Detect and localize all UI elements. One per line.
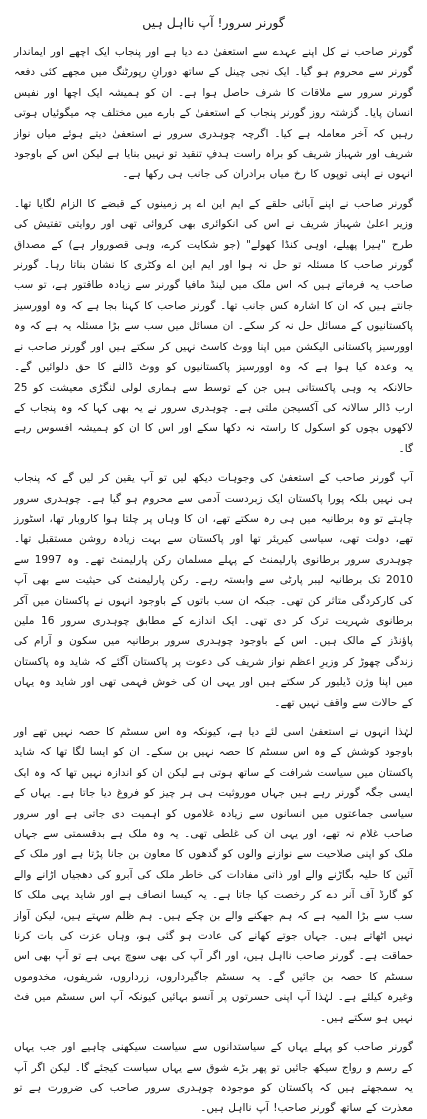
- article-paragraph-3: آپ گورنر صاحب کے استعفیٰ کی وجوہات دیکھ لیں تو آپ یقین کر لیں گے کہ پنجاب ہی نہیں بلکہ پورا پاکستان ایک زبردست آدمی سے محروم ہو گیا ہے۔ چوہدری سرور چاہتے تو وہ برطانیہ میں ہی رہ سکتے تھے، ان کا وہاں پر چلتا ہوا کاروبار تھا، اسٹورز تھے، دولت تھی، سیاسی کیریئر تھا اور پاکستان سے بہت زیادہ روشن مستقبل تھا۔ چوہدری سرور برطانوی پارلیمنٹ کے پہلے مسلمان رکن پارلیمنٹ تھے۔ وہ 1997 سے 2010 تک برطانیہ لیبر پارٹی سے وابستہ رہے۔ رکن پارلیمنٹ کی حیثیت سے بھی آپ کی کارکردگی متاثر کن تھی۔ جبکہ ان سب باتوں کے باوجود انہوں نے پاکستان میں آکر برطانوی شہریت ترک کر دی تھی۔ ایک اندازے کے مطابق چوہدری سرور 16 ملین پاؤنڈز کے مالک ہیں۔ اس کے باوجود چوہدری سرور برطانیہ میں سکون و آرام کی زندگی چھوڑ کر وزیرِ اعظم نواز شریف کی دعوت پر پاکستان آگئے کہ شاید وہ پاکستان میں اپنا وژن ڈیلیور کر سکتے ہیں اور یہی ان کی خوش فہمی تھی اور شاید وہ یہاں کے حالات سے واقف نہیں تھے۔: [14, 472, 414, 709]
- article-paragraph-4: لہٰذا انہوں نے استعفیٰ اسی لئے دیا ہے، کیونکہ وہ اس سسٹم کا حصہ نہیں تھے اور باوجود کوشش کے وہ اس سسٹم کا حصہ نہیں بن سکے۔ ان کو ایسا لگا تھا کہ شاید پاکستان میں سیاست شرافت کے ساتھ ہوتی ہے لیکن ان کو اندازہ نہیں تھا کہ وہ ایک ایسی جگہ گورنر رہے ہیں جہاں موروثیت ہی ہر چیز کو فروغ دیا جاتا ہے۔ یہاں کے سیاسی جماعتوں میں انسانوں سے زیادہ غلاموں کو اہمیت دی جاتی ہے اور سرور صاحب غلام نہ تھے، اور یہی ان کی غلطی تھی۔ یہ وہ ملک ہے بدقسمتی سے جہاں ملک کو اپنی صلاحیت سے نوازنے والوں کو گدھوں کا معاون بن جانا پڑتا ہے اور ملک کے آئین کا حلیہ بگاڑنے والے اور ذاتی مفادات کی خاطر ملک کی آبرو کی دھجیاں اڑانے والے کو گارڈ آف آنر دے کر رخصت کیا جاتا ہے۔ یہ کیسا انصاف ہے اور شاید یہی ملک کا سب سے بڑا المیہ ہے کہ ہم جھکنے والے بن چکے ہیں۔ ہم ظلم سہتے ہیں، لیکن آواز نہیں اٹھاتے ہیں۔ جہاں جوتے کھانے کی عادت ہو گئی ہو، وہاں عزت کی بات کرنا حماقت ہے۔ گورنر صاحب نااہل ہیں، اور اگر آپ کی بھی سوچ یہی ہے تو آپ بھی اس سسٹم کا حصہ بن جائیں گے۔ یہ سسٹم جاگیرداروں، زرداروں، شریفوں، مخدوموں وغیرہ کیلئے ہے۔ لہٰذا آپ اپنی حسرتوں پر آنسو بہائیں کیونکہ آپ اس سسٹم میں فٹ نہیں ہو سکتے ہیں۔: [14, 726, 413, 1024]
- article-paragraph-2: گورنر صاحب نے اپنے آبائی حلقے کے ایم این اے پر زمینوں کے قبضے کا الزام لگایا تھا۔ وزیر اعلیٰ شہباز شریف نے اس کی انکوائری بھی کروائی تھی اور روایتی تفتیش کی طرح "ہیرا پھیلے، اوہی کنڈا کھولے" (جو شکایت کرے، وہی قصوروار ہے) کے مصداق گورنر صاحب کا مسئلہ تو حل نہ ہوا اور ایم این اے وکٹری کا نشان بناتا رہا۔ گورنر صاحب یہ فرماتے ہیں کہ اس ملک میں لینڈ مافیا گورنر سے زیادہ طاقتور ہے، تو سب جانتے ہیں کہ ان کا اشارہ کس جانب تھا۔ گورنر صاحب کا کہنا بجا ہے کہ وہ اوورسیز پاکستانیوں کے مسائل حل نہ کر سکے۔ ان مسائل میں سب سے بڑا مسئلہ یہ ہے کہ وہ اوورسیز پاکستانی الیکشن میں اپنا ووٹ کاسٹ نہیں کر سکتے ہیں اور گورنر صاحب نے یہ وعدہ کیا ہوا ہے کہ وہ اوورسیز پاکستانیوں کو ووٹ ڈالنے کا حق دلوائیں گے۔ حالانکہ یہ وہی پاکستانی ہیں جن کے توسط سے ہماری لولی لنگڑی معیشت کو 25 ارب ڈالر سالانہ کی آکسیجن ملتی ہے۔ چوہدری سرور نے یہ بھی کہا کہ وہ پنجاب کے لاکھوں بچوں کو اسکول کا راستہ نہ دکھا سکے اور اس کا ان کو ہمیشہ افسوس رہے گا۔: [14, 197, 413, 455]
- article-paragraph-5: گورنر صاحب کو پہلے یہاں کے سیاستدانوں سے سیاست سیکھنی چاہیے اور جب یہاں کے رسم و رواج سیکھ جائیں تو پھر بڑے شوق سے یہاں سیاست کیجئے گا۔ لیکن اگر آپ یہ سمجھتے ہیں کہ پاکستان کو موجودہ چوہدری سرور صاحب کی ضرورت ہے تو معذرت کے ساتھ گورنر صاحب! آپ نااہل ہیں۔: [14, 1041, 413, 1115]
- article-paragraph-1: گورنر صاحب نے کل اپنے عہدے سے استعفیٰ دے دیا ہے اور پنجاب ایک اچھے اور ایماندار گورنر سے محروم ہو گیا۔ ایک نجی چینل کے ساتھ دورانِ رپورٹنگ میں مجھے کئی دفعہ گورنر سرور سے ملاقات کا شرف حاصل ہوا ہے۔ ان کو ہمیشہ ایک اچھا اور نفیس انسان پایا۔ گزشتہ روز گورنر پنجاب کے استعفیٰ کے بارے میں مختلف چہ میگوئیاں ہوتی رہیں کہ آخر معاملہ ہے کیا۔ اگرچہ چوہدری سرور نے استعفیٰ دیتے ہوئے میاں نواز شریف اور شہباز شریف کو براہ راست ہدفِ تنقید تو نہیں بنایا ہے لیکن اس کے باوجود انہوں نے اپنی توپوں کا رخ میاں برادران کی جانب ہی رکھا ہے۔: [14, 46, 413, 181]
- article-title: گورنر سرور! آپ نااہل ہیں: [142, 15, 285, 30]
